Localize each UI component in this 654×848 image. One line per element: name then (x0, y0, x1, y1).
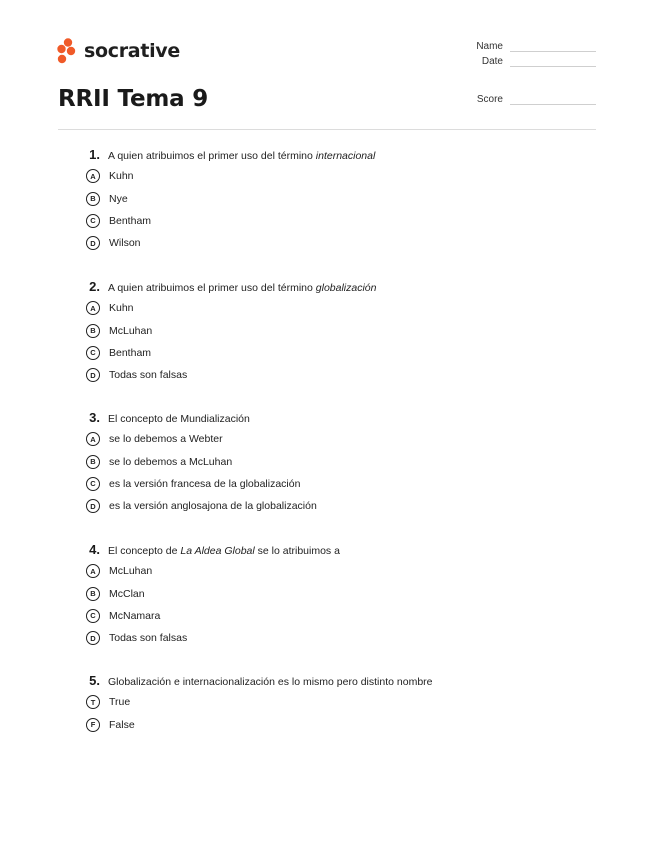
brand-name: socrative (84, 40, 180, 62)
answer-bubble[interactable]: F (86, 718, 100, 732)
question-text-main: A quien atribuimos el primer uso del término (108, 282, 316, 294)
answer-bubble[interactable]: D (86, 368, 100, 382)
question-text-italic: internacional (315, 150, 376, 162)
answer-text: McNamara (109, 609, 161, 622)
answer-option[interactable] (86, 210, 606, 232)
answer-option[interactable] (86, 165, 606, 187)
answer-option[interactable] (86, 605, 606, 627)
page-title: RRII Tema 9 (58, 86, 209, 112)
name-label: Name (476, 41, 503, 52)
answer-bubble[interactable]: B (86, 587, 100, 601)
answer-text: False (109, 718, 135, 731)
question-text-after: se lo atribuimos a (254, 545, 340, 557)
header-divider (58, 129, 596, 130)
answer-option[interactable] (86, 495, 606, 517)
answer-bubble[interactable]: A (86, 301, 100, 315)
answer-bubble[interactable]: C (86, 477, 100, 491)
question-number: 3. (89, 410, 100, 425)
question-header (86, 410, 606, 428)
answer-bubble[interactable]: B (86, 324, 100, 338)
question-text (108, 545, 340, 557)
answer-text: Todas son falsas (109, 632, 188, 645)
question-1 (86, 147, 606, 255)
answer-option[interactable] (86, 428, 606, 450)
answer-bubble[interactable]: A (86, 564, 100, 578)
answer-text: es la versión francesa de la globalización (109, 477, 301, 490)
question-3 (86, 410, 606, 518)
question-number: 1. (89, 147, 100, 162)
answer-option[interactable] (86, 582, 606, 604)
question-4 (86, 542, 606, 650)
score-label: Score (476, 94, 503, 105)
answer-bubble[interactable]: D (86, 499, 100, 513)
answer-text: Todas son falsas (109, 369, 188, 382)
question-text-italic: La Aldea Global (180, 545, 255, 557)
date-line[interactable] (510, 57, 596, 67)
answer-text: Nye (109, 192, 128, 205)
answer-text: True (109, 696, 131, 709)
answer-bubble[interactable]: A (86, 169, 100, 183)
answer-text: se lo debemos a McLuhan (109, 455, 233, 468)
answer-bubble[interactable]: T (86, 695, 100, 709)
question-text-main: El concepto de Mundialización (108, 413, 250, 425)
name-field (443, 41, 596, 52)
date-field (443, 56, 596, 67)
answer-option[interactable] (86, 473, 606, 495)
question-number: 5. (89, 673, 100, 688)
socrative-logo-icon (57, 38, 79, 64)
answer-option[interactable] (86, 627, 606, 649)
answer-text: McLuhan (109, 324, 153, 337)
score-line[interactable] (510, 95, 596, 105)
question-header (86, 147, 606, 165)
answer-text: se lo debemos a Webter (109, 433, 223, 446)
answer-bubble[interactable]: C (86, 214, 100, 228)
question-text (108, 150, 375, 162)
answer-option[interactable] (86, 342, 606, 364)
answer-text: Kuhn (109, 302, 134, 315)
question-header (86, 542, 606, 560)
answer-text: Wilson (109, 237, 141, 250)
answer-bubble[interactable]: B (86, 455, 100, 469)
answer-text: McClan (109, 587, 145, 600)
score-field (443, 94, 596, 105)
question-text (108, 282, 376, 294)
answer-option[interactable] (86, 319, 606, 341)
answer-option[interactable] (86, 232, 606, 254)
answer-bubble[interactable]: D (86, 236, 100, 250)
answer-option[interactable] (86, 450, 606, 472)
name-line[interactable] (510, 42, 596, 52)
question-header (86, 279, 606, 297)
question-header (86, 673, 606, 691)
answer-option[interactable] (86, 691, 606, 713)
question-text-main: A quien atribuimos el primer uso del término (108, 150, 316, 162)
question-number: 4. (89, 542, 100, 557)
answer-text: Bentham (109, 346, 152, 359)
answer-bubble[interactable]: B (86, 192, 100, 206)
answer-bubble[interactable]: C (86, 609, 100, 623)
question-text (108, 676, 433, 688)
question-number: 2. (89, 279, 100, 294)
answer-bubble[interactable]: D (86, 631, 100, 645)
answer-bubble[interactable]: C (86, 346, 100, 360)
answer-option[interactable] (86, 187, 606, 209)
question-text-main: Globalización e internacionalización es lo mismo pero distinto nombre (108, 676, 433, 688)
question-text (108, 413, 250, 425)
answer-option[interactable] (86, 364, 606, 386)
answer-text: McLuhan (109, 565, 153, 578)
answer-option[interactable] (86, 297, 606, 319)
answer-option[interactable] (86, 560, 606, 582)
question-2 (86, 279, 606, 387)
answer-text: Bentham (109, 214, 152, 227)
question-text-italic: globalización (315, 282, 377, 294)
answer-text: Kuhn (109, 170, 134, 183)
answer-option[interactable] (86, 713, 606, 735)
answer-text: es la versión anglosajona de la globalización (109, 500, 317, 513)
answer-bubble[interactable]: A (86, 432, 100, 446)
question-5 (86, 673, 606, 736)
socrative-logo (57, 37, 180, 65)
date-label: Date (481, 56, 503, 67)
question-text-main: El concepto de (108, 545, 181, 557)
